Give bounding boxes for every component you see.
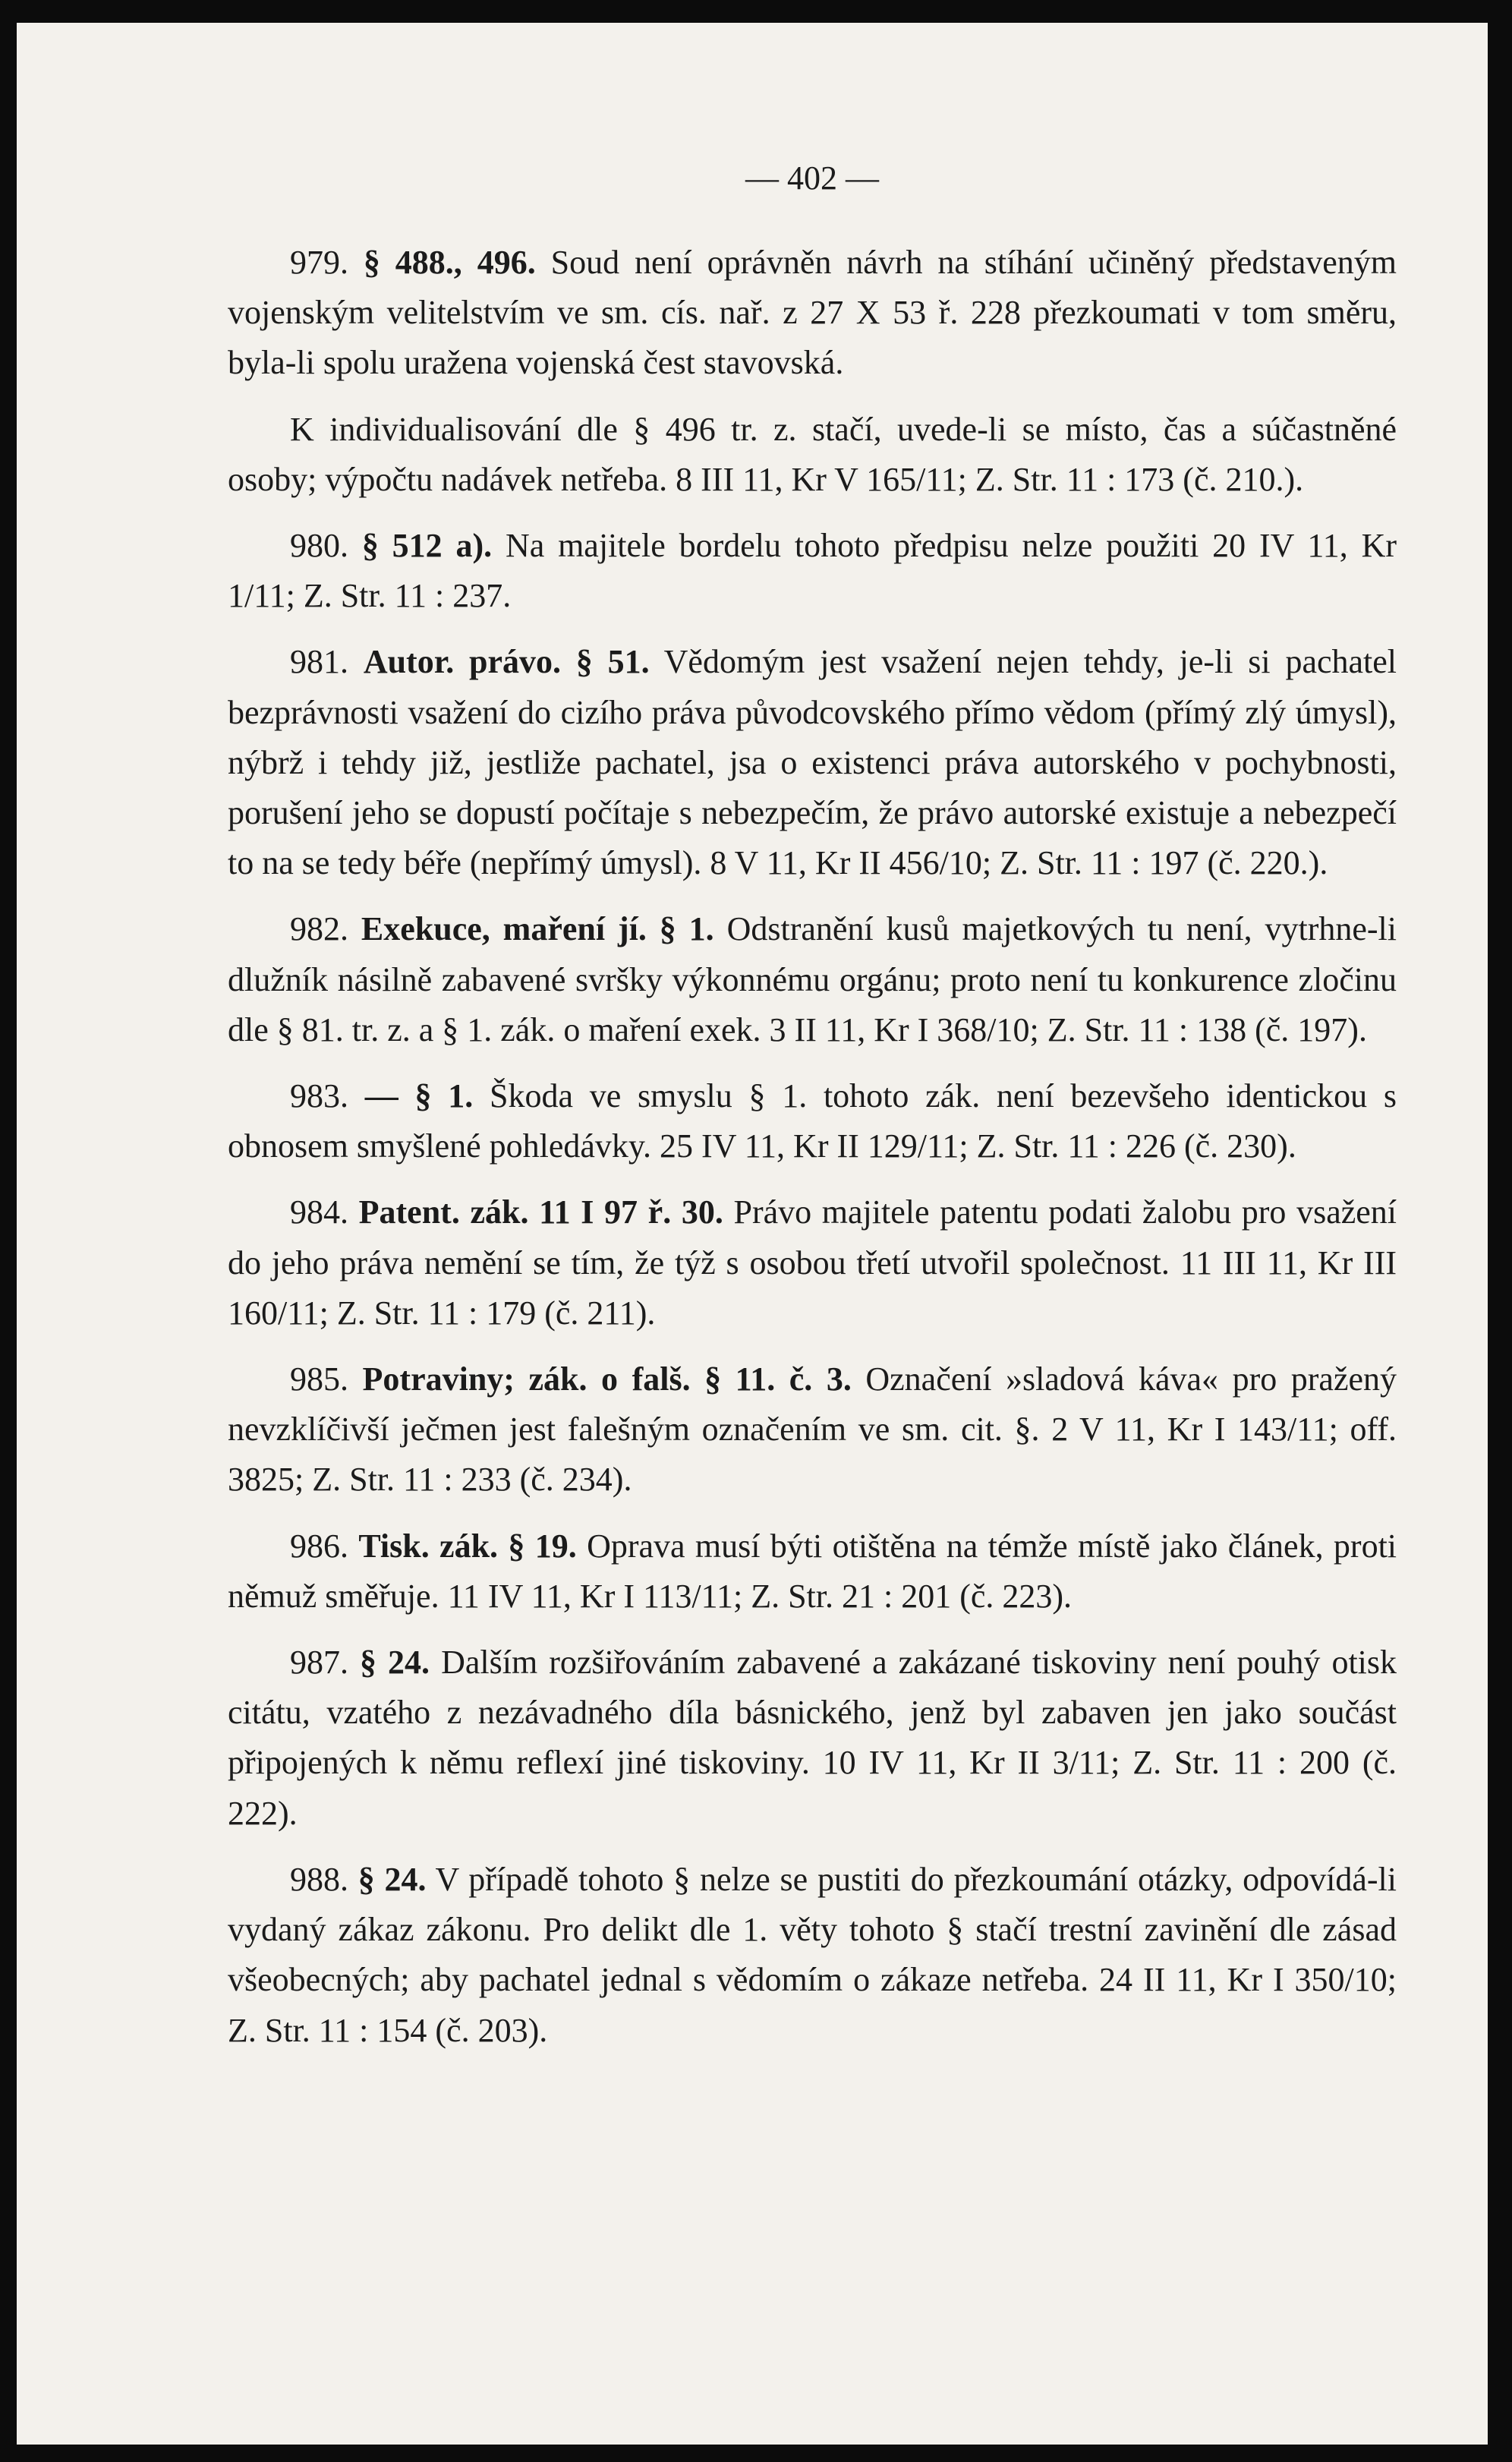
entry-979 [228, 238, 1397, 389]
entry-reference: Tisk. zák. § 19. [358, 1527, 577, 1565]
entry-number: 979. [290, 244, 348, 281]
entry-983 [228, 1071, 1397, 1171]
entry-text: Škoda ve smyslu § 1. tohoto zák. není bezevšeho identickou s obnosem smyšlené pohledávky. 25 IV 11, Kr II 129/11; Z. Str. 11 : 226 (č. 230). [228, 1077, 1397, 1165]
page-number: — 402 — [745, 159, 879, 197]
entry-987 [228, 1638, 1397, 1839]
entry-text: K individualisování dle § 496 tr. z. stačí, uvede-li se místo, čas a súčastněné osoby; výpočtu nadávek netřeba. 8 III 11, Kr V 165/11; Z. Str. 11 : 173 (č. 210.). [228, 410, 1397, 498]
entry-reference: § 24. [360, 1644, 430, 1682]
entry-reference: — § 1. [364, 1077, 474, 1115]
entry-text: Soud není oprávněn návrh na stíhání učiněný představeným vojenským velitelstvím ve sm. cís. nař. z 27 X 53 ř. 228 přezkoumati v tom směru, byla-li spolu uražena vojenská čest stavovská. [228, 244, 1397, 382]
entry-980 [228, 521, 1397, 621]
entry-number: 984. [290, 1193, 348, 1231]
entries-list [228, 238, 1397, 2072]
entry-text: Oprava musí býti otištěna na témže místě jako článek, proti němuž směřuje. 11 IV 11, Kr I 113/11; Z. Str. 21 : 201 (č. 223). [228, 1527, 1397, 1615]
entry-number: 986. [290, 1527, 348, 1565]
entry-number: 983. [290, 1077, 348, 1115]
entry-reference: Potraviny; zák. o falš. § 11. č. 3. [362, 1360, 852, 1398]
entry-reference: Exekuce, maření jí. § 1. [361, 910, 714, 948]
entry-988 [228, 1855, 1397, 2056]
entry-reference: § 512 a). [361, 527, 493, 565]
scanned-page [17, 23, 1488, 2445]
entry-text: Vědomým jest vsažení nejen tehdy, je-li si pachatel bezprávnosti vsažení do cizího práva původcovského přímo vědom (přímý zlý úmysl), nýbrž i tehdy již, jestliže pachatel, jsa o existenci práva autorského v pochybnosti, porušení jeho se dopustí počítaje s nebezpečím, že právo autorské existuje a nebezpečí to na se tedy béře (nepřímý úmysl). 8 V 11, Kr II 456/10; Z. Str. 11 : 197 (č. 220.). [228, 643, 1397, 882]
entry-number: 987. [290, 1644, 348, 1682]
entry-number: 988. [290, 1860, 348, 1898]
entry-text: Dalším rozšiřováním zabavené a zakázané tiskoviny není pouhý otisk citátu, vzatého z nezávadného díla básnického, jenž byl zabaven jen jako součást připojených k němu reflexí jiné tiskoviny. 10 IV 11, Kr II 3/11; Z. Str. 11 : 200 (č. 222). [228, 1644, 1397, 1832]
entry-981 [228, 637, 1397, 888]
entry-text: V případě tohoto § nelze se pustiti do přezkoumání otázky, odpovídá-li vydaný zákaz zákonu. Pro delikt dle 1. věty tohoto § stačí trestní zavinění dle zásad všeobecných; aby pachatel jednal s vědomím o zákaze netřeba. 24 II 11, Kr I 350/10; Z. Str. 11 : 154 (č. 203). [228, 1860, 1397, 2049]
entry-number: 985. [290, 1360, 348, 1398]
entry-text: Odstranění kusů majetkových tu není, vytrhne-li dlužník násilně zabavené svršky výkonnému orgánu; proto není tu konkurence zločinu dle § 81. tr. z. a § 1. zák. o maření exek. 3 II 11, Kr I 368/10; Z. Str. 11 : 138 (č. 197). [228, 910, 1397, 1048]
entry-number: 980. [290, 527, 348, 565]
entry-number: 981. [290, 643, 348, 681]
entry-reference: § 488., 496. [363, 244, 536, 281]
entry-reference: § 24. [358, 1860, 427, 1898]
entry-text: Právo majitele patentu podati žalobu pro vsažení do jeho práva nemění se tím, že týž s osobou třetí utvořil společnost. 11 III 11, Kr III 160/11; Z. Str. 11 : 179 (č. 211). [228, 1193, 1397, 1332]
entry-986 [228, 1521, 1397, 1622]
entry-979-continued [228, 405, 1397, 505]
entry-text: Na majitele bordelu tohoto předpisu nelze použiti 20 IV 11, Kr 1/11; Z. Str. 11 : 237. [228, 527, 1397, 615]
entry-985 [228, 1354, 1397, 1505]
entry-text: Označení »sladová káva« pro pražený nevzklíčivší ječmen jest falešným označením ve sm. cit. §. 2 V 11, Kr I 143/11; off. 3825; Z. Str. 11 : 233 (č. 234). [228, 1360, 1397, 1499]
entry-984 [228, 1187, 1397, 1338]
entry-982 [228, 904, 1397, 1055]
entry-reference: Patent. zák. 11 I 97 ř. 30. [358, 1193, 723, 1231]
entry-reference: Autor. právo. § 51. [363, 643, 650, 681]
entry-number: 982. [290, 910, 348, 948]
